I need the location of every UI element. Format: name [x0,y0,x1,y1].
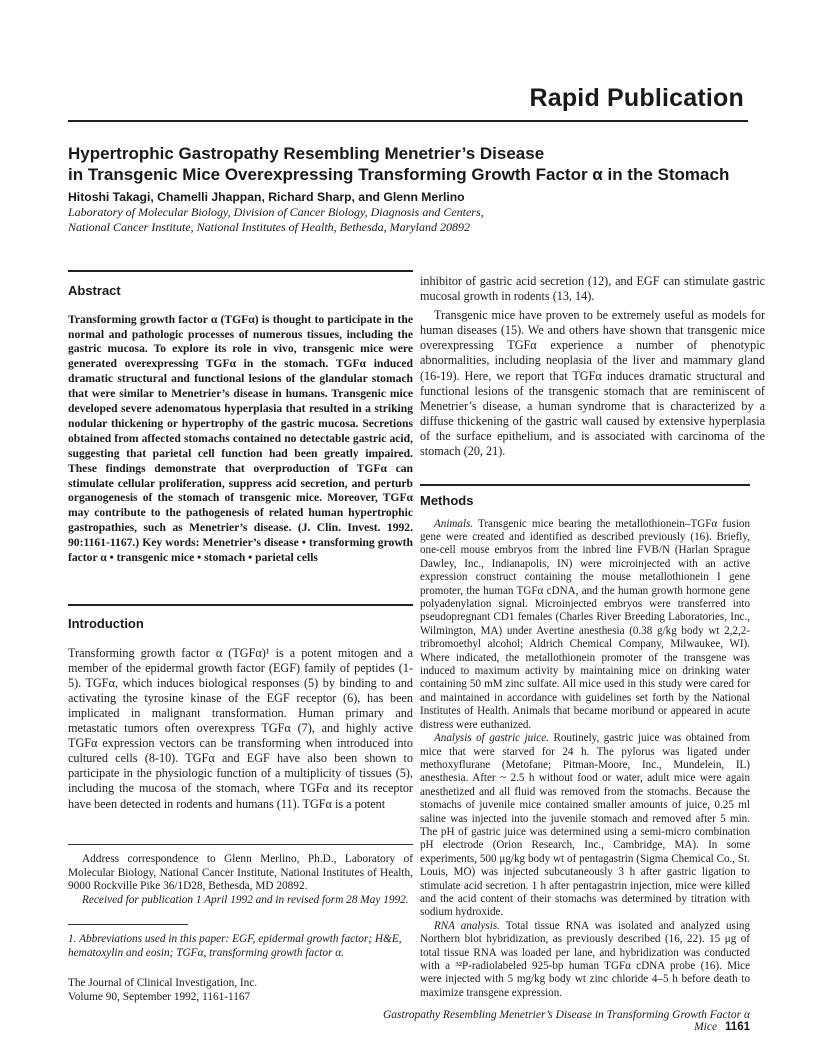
section-banner: Rapid Publication [529,84,744,112]
running-title: Gastropathy Resembling Menetrier’s Disease in Transforming Growth Factor α Mice [382,1009,750,1033]
methods-rna [420,920,750,1000]
abstract-rule [68,270,413,272]
journal-volume: Volume 90, September 1992, 1161-1167 [68,990,251,1003]
title-line-1: Hypertrophic Gastropathy Resembling Menetrier’s Disease [68,144,545,163]
running-footer [340,1009,750,1033]
gastric-lead: Analysis of gastric juice. [434,732,549,745]
abbreviations-footnote: 1. Abbreviations used in this paper: EGF, epidermal growth factor; H&E, hematoxylin and eosin; TGFα, transforming growth factor α. [68,933,402,959]
animals-text: Transgenic mice bearing the metallothionein–TGFα fusion gene were created and identified as described previously (16). Briefly, one-cell mouse embryos from the inbred line FVB/N (Harlan Sprague Dawley, Inc., Indianapolis, IN) were microinjected with an active expression construct containing the mouse metallothionein I gene promoter, the human TGFα cDNA, and the human growth hormone gene polyadenylation signal. Microinjected embryos were transferred into pseudopregnant CD1 females (Charles River Breeding Laboratories, Inc., Wilmington, MA) under Avertine anesthesia (0.38 g/kg body wt 2,2,2-tribromoethyl alcohol; Aldrich Chemical Company, Milwaukee, WI). Where indicated, the metallothionein promoter of the transgene was induced to maximum activity by maintaining mice on drinking water containing 50 mM zinc sulfate. All mice used in this study were cared for and maintained in accordance with guidelines set forth by the National Institutes of Health. Animals that became moribund or appeared in acute distress were euthanized. [420,517,750,731]
banner-rule [68,120,748,122]
rna-text: Total tissue RNA was isolated and analyzed using Northern blot hybridization, as previously described (16, 22). 15 μg of total tissue RNA was loaded per lane, and hybridization was conducted with a ³²P-radiolabeled 925-bp human TGFα cDNA probe (16). Mice were injected with 5 mg/kg body wt zinc chloride 4–5 h before death to maximize transgene expression. [420,919,750,999]
correspondence-rule [68,844,413,845]
introduction-section [68,617,413,812]
left-column [68,284,413,566]
correspondence-text: Address correspondence to Glenn Merlino, Ph.D., Laboratory of Molecular Biology, National Cancer Institute, National Institutes of Health, 9000 Rockville Pike 36/1D28, Bethesda, MD 20892. [68,853,413,893]
methods-animals [420,518,750,733]
abstract-heading: Abstract [68,283,121,298]
footnote-rule [68,924,188,925]
methods-heading: Methods [420,493,474,508]
methods-section [420,494,750,1000]
introduction-heading: Introduction [68,616,144,631]
article-title [68,143,768,185]
title-line-2: in Transgenic Mice Overexpressing Transforming Growth Factor α in the Stomach [68,165,730,184]
rna-lead: RNA analysis. [434,919,500,932]
intro-continued: inhibitor of gastric acid secretion (12), and EGF can stimulate gastric mucosal growth in rodents (13, 14). [420,274,765,304]
affiliation-line-2: National Cancer Institute, National Institutes of Health, Bethesda, Maryland 20892 [68,220,470,234]
journal-name: The Journal of Clinical Investigation, Inc. [68,977,258,989]
page-number: 1161 [725,1021,750,1033]
received-date: Received for publication 1 April 1992 and in revised form 28 May 1992. [82,893,409,906]
affiliation-line-1: Laboratory of Molecular Biology, Division of Cancer Biology, Diagnosis and Centers, [68,205,484,219]
introduction-text: Transforming growth factor α (TGFα)¹ is a potent mitogen and a member of the epidermal growth factor (EGF) family of peptides (1-5). TGFα, which induces biological responses (5) by binding to and activating the tyrosine kinase of the EGF receptor (6), has been implicated in malignant transformation. Human primary and metastatic tumors often overexpress TGFα (7), and highly active TGFα expression vectors can be transforming when introduced into cultured cells (8-10). TGFα and EGF have also been shown to participate in the physiologic function of a multiplicity of tissues (5), including the mucosa of the stomach, where TGFα and its receptor have been detected in rodents and humans (11). TGFα is a potent [68,645,413,811]
methods-gastric-juice [420,732,750,920]
correspondence-note [68,853,413,907]
right-column [420,274,765,459]
abstract-text: Transforming growth factor α (TGFα) is thought to participate in the normal and pathologic processes of numerous tissues, including the gastric mucosa. To explore its role in vivo, transgenic mice were generated overexpressing TGFα in the stomach. TGFα induced dramatic structural and functional lesions of the glandular stomach that were similar to Menetrier’s disease in humans. Transgenic mice developed severe adenomatous hyperplasia that resulted in a striking nodular thickening or hypertrophy of the gastric mucosa. Secretions obtained from affected stomachs contained no detectable gastric acid, suggesting that parietal cell function had been greatly impaired. These findings demonstrate that overproduction of TGFα can stimulate cellular proliferation, suppress acid secretion, and perturb organogenesis of the stomach of transgenic mice. Moreover, TGFα may contribute to the pathogenesis of related human hypertrophic gastropathies, such as Menetrier’s disease. (J. Clin. Invest. 1992. 90:1161-1167.) Key words: Menetrier’s disease • transforming growth factor α • transgenic mice • stomach • parietal cells [68,312,413,565]
intro-paragraph-2: Transgenic mice have proven to be extremely useful as models for human diseases (15). We and others have shown that transgenic mice overexpressing TGFα experience a number of phenotypic abnormalities, including neoplasia of the liver and mammary gland (16-19). Here, we report that TGFα induces dramatic structural and functional lesions of the transgenic stomach that are reminiscent of Menetrier’s disease, a human syndrome that is characterized by a diffuse thickening of the gastric wall caused by extensive hyperplasia of the surface epithelium, and is associated with carcinoma of the stomach (20, 21). [420,308,765,459]
animals-lead: Animals. [434,517,474,530]
methods-rule [420,484,750,486]
introduction-rule [68,604,413,606]
journal-info [68,977,413,1004]
affiliation [68,205,628,235]
gastric-text: Routinely, gastric juice was obtained from mice that were starved for 24 h. The pylorus was ligated under methoxyflurane (Metofane; Pitman-Moore, Inc., Mundelein, IL) anesthesia. After ~ 2.5 h without food or water, adult mice were again anesthetized and all fluid was removed from the stomachs. Because the stomachs of juvenile mice contained smaller amounts of juice, 0.25 ml saline was injected into the juvenile stomach and removed after 5 min. The pH of gastric juice was determined using a semi-micro combination pH electrode (Orion Research, Inc., Cambridge, MA). In some experiments, 500 μg/kg body wt of pentagastrin (Sigma Chemical Co., St. Louis, MO) was injected subcutaneously 3 h after gastric ligation to stimulate acid secretion. 1 h after pentagastrin injection, mice were killed and the acid content of their stomachs was determined by titration with sodium hydroxide. [420,732,750,919]
authors: Hitoshi Takagi, Chamelli Jhappan, Richard Sharp, and Glenn Merlino [68,190,465,204]
